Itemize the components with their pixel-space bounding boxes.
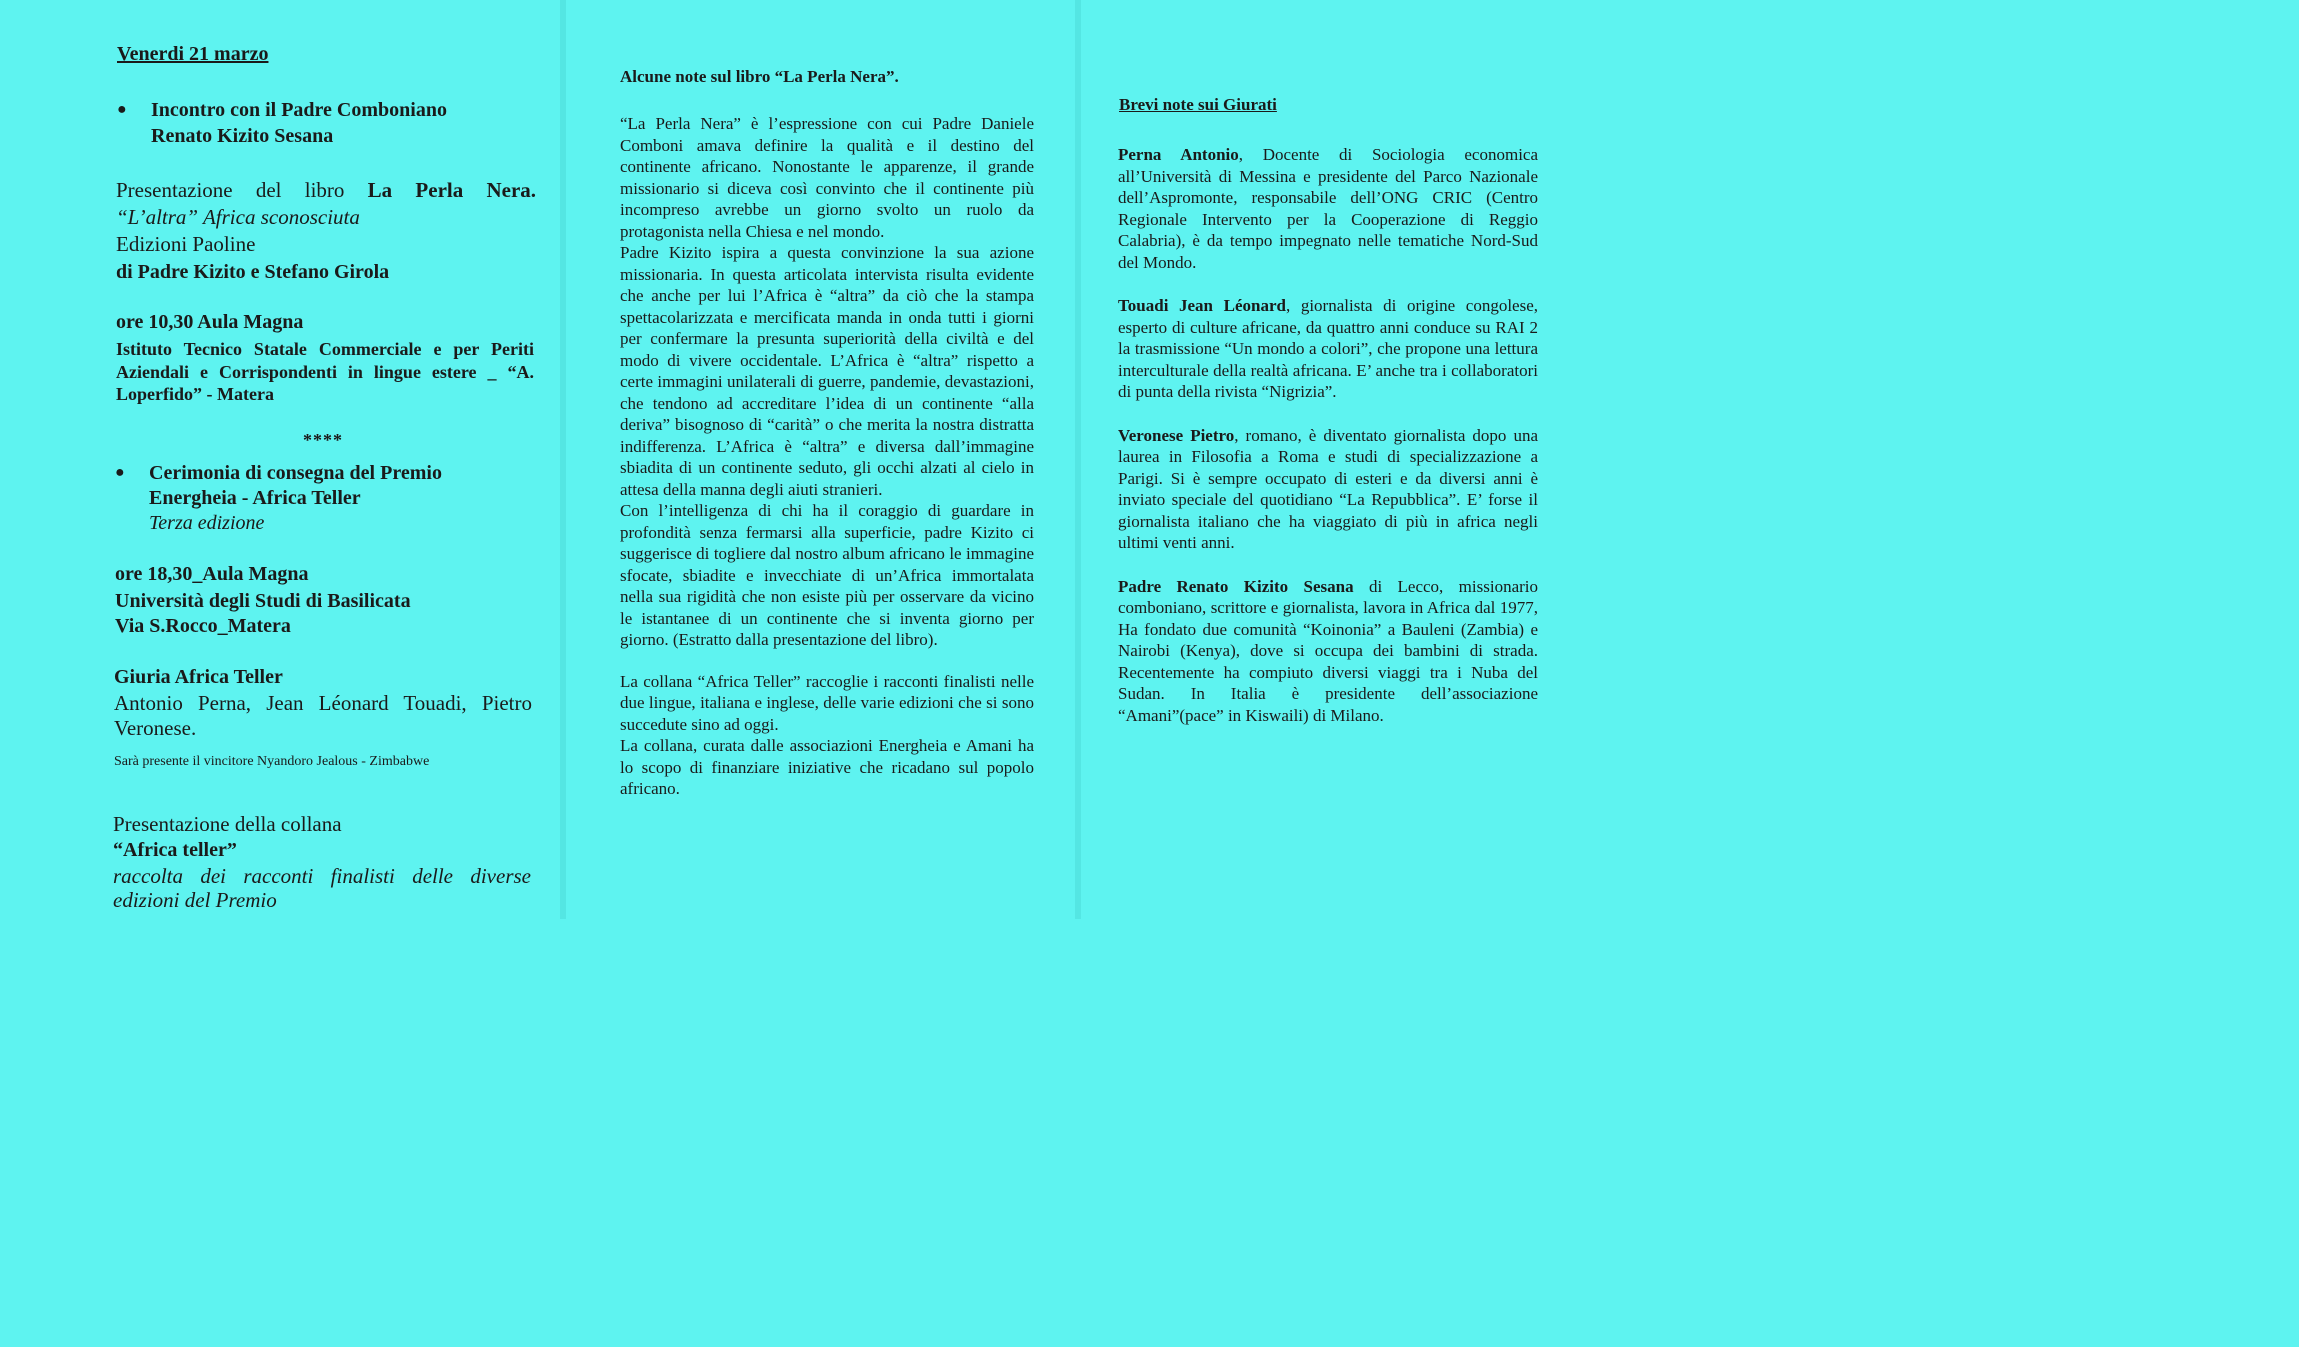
juror-bio: di Lecco, missionario comboniano, scrittore e giornalista, lavora in Africa dal 1977, Ha fondato due comunità “Koinonia” a Bauleni (Zambia) e Nairobi (Kenya), dove si occupa dei bambini di strada. Recentemente ha compiuto diversi viaggi tra i Nuba del Sudan. In Italia è presidente dell’associazione “Amani”(pace” in Kiswaili) di Milano. [1118,576,1538,725]
evening-venue-2: Via S.Rocco_Matera [115,615,291,637]
book-subtitle: “L’altra” Africa sconosciuta [116,205,360,229]
event-meeting [115,98,571,148]
event-meeting-title-2: Renato Kizito Sesana [151,125,334,147]
juror-bio: , Docente di Sociologia economica all’Università di Messina e presidente del Parco Nazionale dell’Aspromonte, responsabile dell’ONG CRIC (Centro Regionale Intervento per la Cooperazione di Reggio Calabria), è da tempo impegnato nelle tematiche Nord-Sud del Mondo. [1118,145,1539,272]
juror-name: Perna Antonio [1118,145,1239,164]
series-block [113,812,531,912]
juror-name: Veronese Pietro [1118,425,1235,445]
date-heading: Venerdi 21 marzo [117,43,269,65]
morning-venue: Istituto Tecnico Statale Commerciale e per Periti Aziendali e Corrispondenti in lingue estere _ “A. Loperfido” - Matera [116,339,534,404]
juror-name: Padre Renato Kizito Sesana [1118,576,1354,596]
series-intro: Presentazione della collana [113,812,342,836]
book-notes-paragraph: La collana, curata dalle associazioni Energheia e Amani ha lo scopo di finanziare iniziative che ricadano sul popolo africano. [620,736,1034,798]
book-notes-heading: Alcune note sul libro “La Perla Nera”. [620,67,899,86]
event-ceremony-title-2: Energheia - Africa Teller [149,487,361,509]
presentation-prefix: Presentazione del libro [116,178,345,202]
book-presentation [116,178,536,284]
juror-name: Touadi Jean Léonard [1118,296,1286,315]
jury-block [114,665,532,771]
juror-bio: , romano, è diventato giornalista dopo una laurea in Filosofia a Roma e studi di specializzazione a Parigi. Si è sempre occupato di esteri e da diversi anni è inviato speciale del quotidiano “La Repubblica”. E’ forse il giornalista italiano che ha viaggiato di più in africa negli ultimi venti anni. [1118,425,1538,552]
juror-list [1118,144,1538,726]
juror-entry [1118,425,1538,554]
book-presentation-line [116,178,536,203]
separator: **** [303,430,343,450]
bullet-icon: ● [115,464,125,481]
event-meeting-title-1: Incontro con il Padre Comboniano [151,99,447,121]
juror-entry [1118,144,1538,273]
juror-entry [1118,576,1538,727]
jury-notes-heading: Brevi note sui Giurati [1119,95,1277,114]
winner-note: Sarà presente il vincitore Nyandoro Jealous - Zimbabwe [114,754,430,769]
event-ceremony-edition: Terza edizione [149,512,265,534]
morning-session [116,310,534,406]
book-authors: di Padre Kizito e Stefano Girola [116,261,390,283]
book-notes-paragraph: La collana “Africa Teller” raccoglie i racconti finalisti nelle due lingue, italiana e inglese, delle varie edizioni che si sono succedute sino ad oggi. [620,671,1034,734]
juror-bio: , giornalista di origine congolese, esperto di culture africane, da quattro anni conduce su RAI 2 la trasmissione “Un mondo a colori”, che propone una lettura interculturale della realtà africana. E’ anche tra i collaboratori di punta della rivista “Nigrizia”. [1118,296,1538,401]
event-ceremony [113,461,569,535]
event-ceremony-title-1: Cerimonia di consegna del Premio [149,462,442,484]
juror-entry [1118,295,1538,403]
book-notes-paragraph: Con l’intelligenza di chi ha il coraggio di guardare in profondità senza fermarsi alla superficie, padre Kizito ci suggerisce di togliere dal nostro album africano le immagine sfocate, sbiadite e invecchiate di un’Africa immortalata nella sua rigidità che non esiste più per osservare da vicino le istantanee di un continente che si inventa giorno per giorno. (Estratto dalla presentazione del libro). [620,501,1034,649]
jury-heading: Giuria Africa Teller [114,666,283,688]
fold-line-right [1075,0,1081,919]
evening-venue-1: Università degli Studi di Basilicata [115,590,411,612]
series-name: “Africa teller” [113,839,237,861]
bullet-icon: ● [117,101,127,118]
book-notes-paragraph: “La Perla Nera” è l’espressione con cui Padre Daniele Comboni amava definire la qualità e il destino del continente africano. Nonostante le apparenze, il grande missionario si diceva così convinto che il continente più incompreso avrebbe un giorno svolto un ruolo da protagonista nella Chiesa e nel mondo. [620,114,1034,241]
book-publisher: Edizioni Paoline [116,232,256,256]
book-notes-paragraph: Padre Kizito ispira a questa convinzione la sua azione missionaria. In questa articolata intervista risulta evidente che anche per lui l’Africa è “altra” da ciò che la stampa spettacolarizzata e mercificata manda in onda tutti i giorni per confermare la presunta superiorità della civiltà e del modo di vivere occidentale. L’Africa è “altra” rispetto a certe immagini unilaterali di guerre, pandemie, devastazioni, che tendono ad accreditare l’idea di un continente “alla deriva” bisognoso di “carità” o che merita la nostra distratta indifferenza. L’Africa è “altra” e diversa dall’immagine sbiadita di un continente seduto, gli occhi alzati al cielo in attesa della manna degli aiuti stranieri. [620,243,1034,499]
evening-session [115,562,535,638]
book-title: La Perla Nera. [367,178,537,202]
morning-time-place: ore 10,30 Aula Magna [116,311,304,333]
jury-members: Antonio Perna, Jean Léonard Touadi, Pietro Veronese. [114,691,532,740]
series-description: raccolta dei racconti finalisti delle diverse edizioni del Premio [113,864,531,912]
book-notes-body [620,113,1034,800]
evening-time-place: ore 18,30_Aula Magna [115,563,309,585]
